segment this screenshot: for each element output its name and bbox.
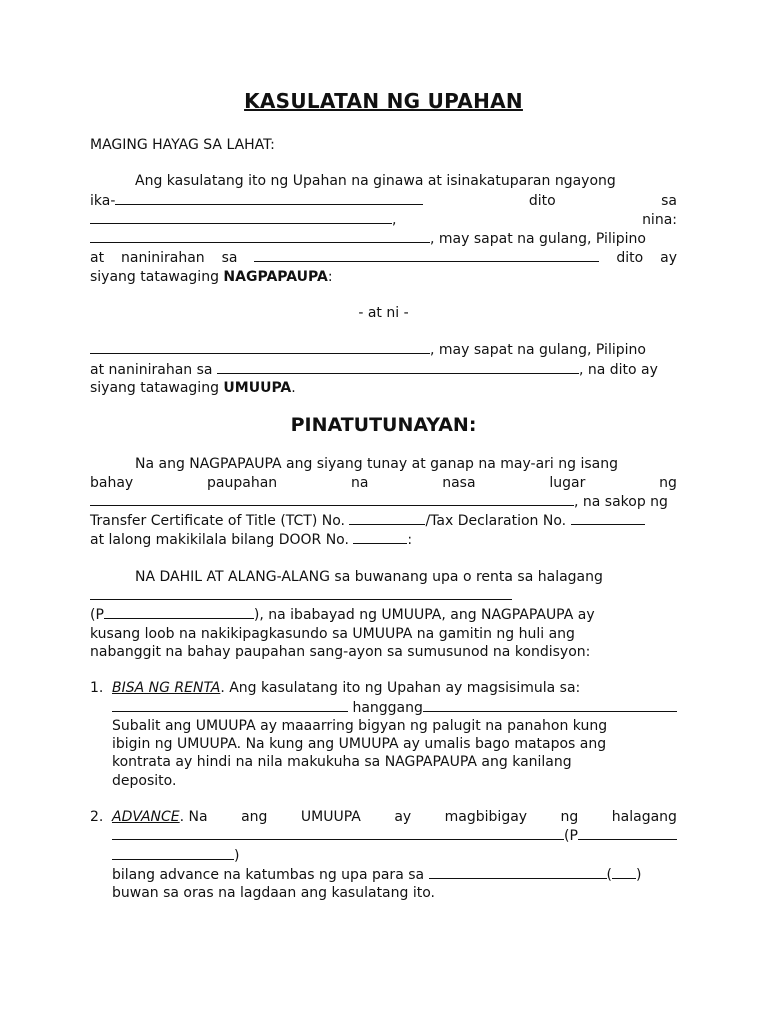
rent-line-2 bbox=[90, 586, 677, 605]
tct-number-blank[interactable] bbox=[349, 511, 425, 525]
landlord-name-blank[interactable] bbox=[90, 229, 430, 243]
tenant-name-blank[interactable] bbox=[90, 340, 430, 354]
property-location-blank[interactable] bbox=[90, 492, 574, 506]
intro-line-3: , nina: bbox=[90, 210, 677, 229]
document-title: KASULATAN NG UPAHAN bbox=[244, 89, 523, 113]
ownership-paragraph bbox=[90, 455, 677, 549]
section-heading: PINATUTUNAYAN: bbox=[290, 414, 477, 437]
tenant-address-blank[interactable] bbox=[217, 360, 579, 374]
months-number-blank[interactable] bbox=[612, 865, 636, 879]
intro-paragraph bbox=[90, 172, 677, 286]
intro-line-5: at naninirahan sa dito ay bbox=[90, 250, 677, 267]
rent-line-1: NA DAHIL AT ALANG-ALANG sa buwanang upa o renta sa halagang bbox=[135, 568, 603, 585]
advance-amount-blank[interactable] bbox=[578, 826, 677, 840]
intro-line-6: siyang tatawaging NAGPAPAUPA: bbox=[90, 268, 333, 285]
document-body bbox=[90, 88, 677, 903]
item-heading: ADVANCE bbox=[112, 809, 180, 826]
owner-line-4: Transfer Certificate of Title (TCT) No. /Tax Declaration No. bbox=[90, 511, 677, 530]
door-number-blank[interactable] bbox=[353, 530, 407, 544]
rent-amount-blank[interactable] bbox=[104, 605, 254, 619]
at-ni-separator: - at ni - bbox=[358, 305, 409, 322]
rent-paragraph bbox=[90, 568, 677, 661]
owner-line-3: , na sakop ng bbox=[90, 492, 677, 511]
tenant-line-2: at naninirahan sa , na dito ay bbox=[90, 361, 658, 378]
intro-line-2: ika- dito sa bbox=[90, 192, 677, 209]
owner-line-5: at lalong makikilala bilang DOOR No. : bbox=[90, 532, 413, 549]
owner-line-2: bahay paupahan na nasa lugar ng bbox=[90, 474, 677, 491]
landlord-term: NAGPAPAUPA bbox=[223, 268, 328, 285]
intro-line-4: , may sapat na gulang, Pilipino bbox=[90, 229, 677, 248]
start-date-blank[interactable] bbox=[112, 698, 348, 712]
tenant-line-3: siyang tatawaging UMUUPA. bbox=[90, 379, 296, 396]
tax-declaration-blank[interactable] bbox=[571, 511, 645, 525]
months-words-blank[interactable] bbox=[429, 865, 607, 879]
rent-line-4: kusang loob na nakikipagkasundo sa UMUUPA na gamitin ng huli ang bbox=[90, 625, 575, 642]
tenant-paragraph bbox=[90, 340, 677, 397]
list-item: 2. ADVANCE. Na ang UMUUPA ay magbibigay ng halagang (P ) bilang advance na katumbas ng upa para sa ( ) buwan sa oras na lagdaan ang kasulatang ito. bbox=[90, 809, 677, 902]
rent-line-5: nabanggit na bahay paupahan sang-ayon sa sumusunod na kondisyon: bbox=[90, 643, 591, 660]
advance-amount-words-blank[interactable] bbox=[112, 826, 564, 840]
landlord-address-blank[interactable] bbox=[254, 248, 599, 262]
end-date-blank[interactable] bbox=[423, 698, 677, 712]
item-heading: BISA NG RENTA bbox=[112, 680, 221, 697]
rent-line-3: (P ), na ibabayad ng UMUUPA, ang NAGPAPAUPA ay bbox=[90, 607, 595, 624]
intro-line-1: Ang kasulatang ito ng Upahan na ginawa at isinakatuparan ngayong bbox=[135, 173, 616, 190]
salutation: MAGING HAYAG SA LAHAT: bbox=[90, 137, 275, 153]
rent-amount-words-blank[interactable] bbox=[90, 586, 512, 600]
owner-line-1: Na ang NAGPAPAUPA ang siyang tunay at ganap na may-ari ng isang bbox=[135, 456, 618, 473]
place-blank[interactable] bbox=[90, 210, 392, 224]
date-blank[interactable] bbox=[115, 191, 423, 205]
tenant-line-1: , may sapat na gulang, Pilipino bbox=[90, 340, 677, 359]
tenant-term: UMUUPA bbox=[223, 379, 292, 396]
list-item: 1. BISA NG RENTA. Ang kasulatang ito ng Upahan ay magsisimula sa: hanggang Subalit ang UMUUPA ay maaarring bigyan ng palugit na panahon kung ibigin ng UMUUPA. Na kung ang UMUUPA ay umalis bago matapos ang kontrata ay hindi na nila makukuha sa NAGPAPAUPA ang kanilang deposito. bbox=[90, 679, 677, 790]
advance-amount-cont-blank[interactable] bbox=[112, 846, 234, 860]
